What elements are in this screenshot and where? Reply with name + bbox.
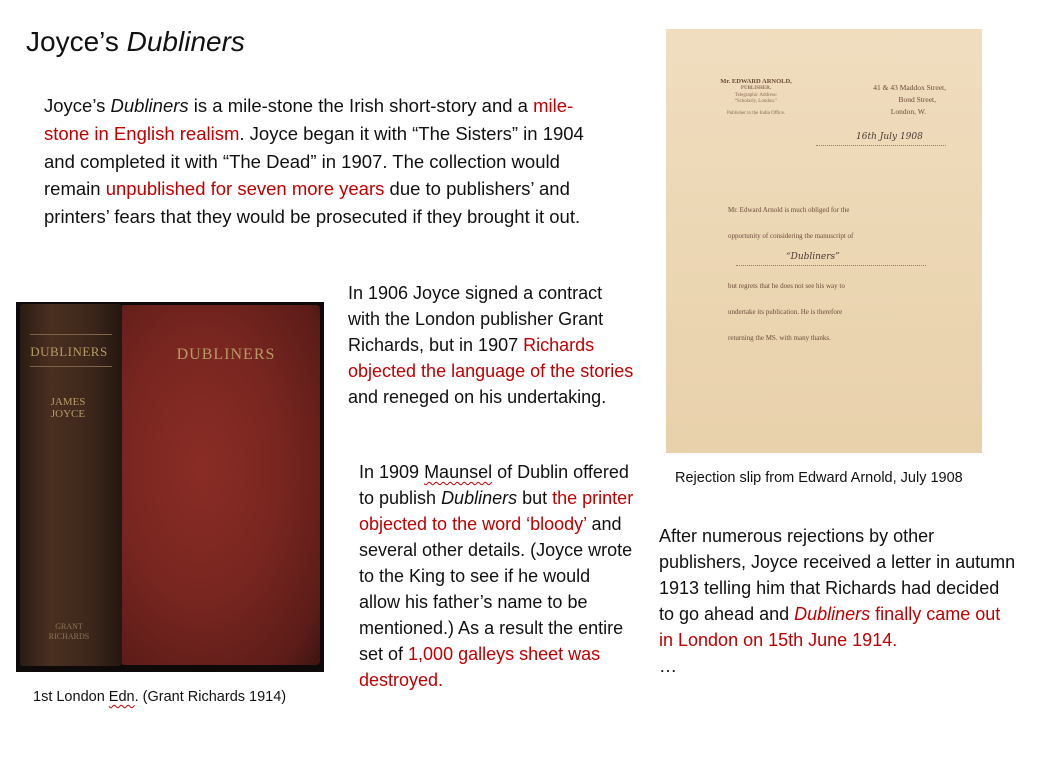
text-run: After numerous rejections by other publishers, Joyce received a letter in autumn 1913 telling him that Richards had decided to go ahead and <box>659 526 1016 624</box>
text-run: mile-stone in English realism <box>44 95 574 144</box>
letter-address-3: London, W. <box>890 107 926 116</box>
text-run: due to publishers’ and printers’ fears that they would be prosecuted if they brought it out. <box>44 178 581 228</box>
text-run: Dubliners <box>794 604 871 624</box>
text-run: but <box>517 488 553 508</box>
cover-title: DUBLINERS <box>176 346 276 363</box>
letter-address-2: Bond Street, <box>898 95 936 104</box>
letter-manuscript-handwritten: “Dubliners” <box>786 252 840 262</box>
spine-publisher-line2: RICHARDS <box>48 632 90 641</box>
text-run: unpublished for seven more years <box>105 178 385 200</box>
date-dotted-line <box>816 145 946 147</box>
letter-body-3: but regrets that he does not see his way to <box>728 282 845 290</box>
letter-body-1: Mr. Edward Arnold is much obliged for the <box>728 206 850 214</box>
letter-sender: Mr. EDWARD ARNOLD, <box>720 78 792 85</box>
book-caption <box>33 689 286 705</box>
text-run: Dubliners <box>110 95 189 116</box>
slide-title <box>26 26 245 58</box>
spine-rule <box>30 334 112 335</box>
book-spine <box>20 304 122 666</box>
letter-body-2: opportunity of considering the manuscript of <box>728 232 854 240</box>
letter-body-4: undertake its publication. He is therefore <box>728 308 843 316</box>
spine-author-first: JAMES <box>50 396 86 408</box>
paragraph-1906 <box>348 280 638 410</box>
text-run: is a mile-stone the Irish short-story and a <box>188 95 534 116</box>
text-run: . (Grant Richards 1914) <box>134 689 287 705</box>
ellipsis: … <box>659 656 677 676</box>
slide-title-italic: Dubliners <box>126 26 245 57</box>
letter-address-1: 41 & 43 Maddox Street, <box>873 83 946 92</box>
text-run: the printer objected to the word ‘bloody’ <box>359 488 634 534</box>
letter-india-office: Publisher to the India Office. <box>726 111 786 116</box>
paragraph-1909 <box>359 459 634 693</box>
manuscript-dotted-line <box>736 265 926 267</box>
text-run: Maunsel <box>424 462 493 482</box>
spine-title: DUBLINERS <box>30 344 108 359</box>
text-run: Joyce’s <box>44 95 111 116</box>
letter-body-5: returning the MS. with many thanks. <box>728 334 831 342</box>
text-run: In 1906 Joyce signed a contract with the London publisher Grant Richards, but in 1907 <box>348 283 604 355</box>
text-run: of Dublin offered to publish <box>359 462 629 508</box>
text-run: and reneged on his undertaking. <box>348 387 607 407</box>
text-run: and several other details. (Joyce wrote to the King to see if he would allow his father’s name to be mentioned.) As a result the entire set of <box>359 514 633 664</box>
spine-author <box>28 396 108 420</box>
intro-paragraph <box>44 92 614 231</box>
text-run: 1,000 galleys sheet was destroyed. <box>359 644 601 690</box>
text-run: In 1909 <box>359 462 425 482</box>
text-run: . Joyce began it with “The Sisters” in 1904 and completed it with “The Dead” in 1907. The collection would remain <box>44 122 584 200</box>
slide-title-plain: Joyce’s <box>26 26 127 57</box>
text-run: Edn <box>108 689 135 705</box>
book-cover-photo <box>16 302 324 672</box>
letter-telegraphic-1: Telegraphic Address: <box>734 93 778 98</box>
text-run: 1st London <box>33 689 109 705</box>
spine-author-last: JOYCE <box>50 408 86 420</box>
spine-rule <box>30 366 112 367</box>
letter-date-handwritten: 16th July 1908 <box>856 132 923 142</box>
text-run: finally came out in London on 15th June 1914. <box>659 604 1001 650</box>
text-run: Dubliners <box>441 488 518 508</box>
paragraph-1913 <box>659 523 1019 679</box>
spine-publisher-line1: GRANT <box>55 622 83 631</box>
text-run: Richards objected the language of the stories <box>348 335 634 381</box>
letter-caption: Rejection slip from Edward Arnold, July 1908 <box>675 470 963 486</box>
rejection-letter-photo <box>666 29 982 453</box>
spine-publisher <box>34 622 104 642</box>
letter-sender-sub: PUBLISHER. <box>740 86 772 91</box>
letter-telegraphic-2: “Scholarly, London.” <box>734 99 778 104</box>
paragraph-1913-text <box>659 526 1015 650</box>
